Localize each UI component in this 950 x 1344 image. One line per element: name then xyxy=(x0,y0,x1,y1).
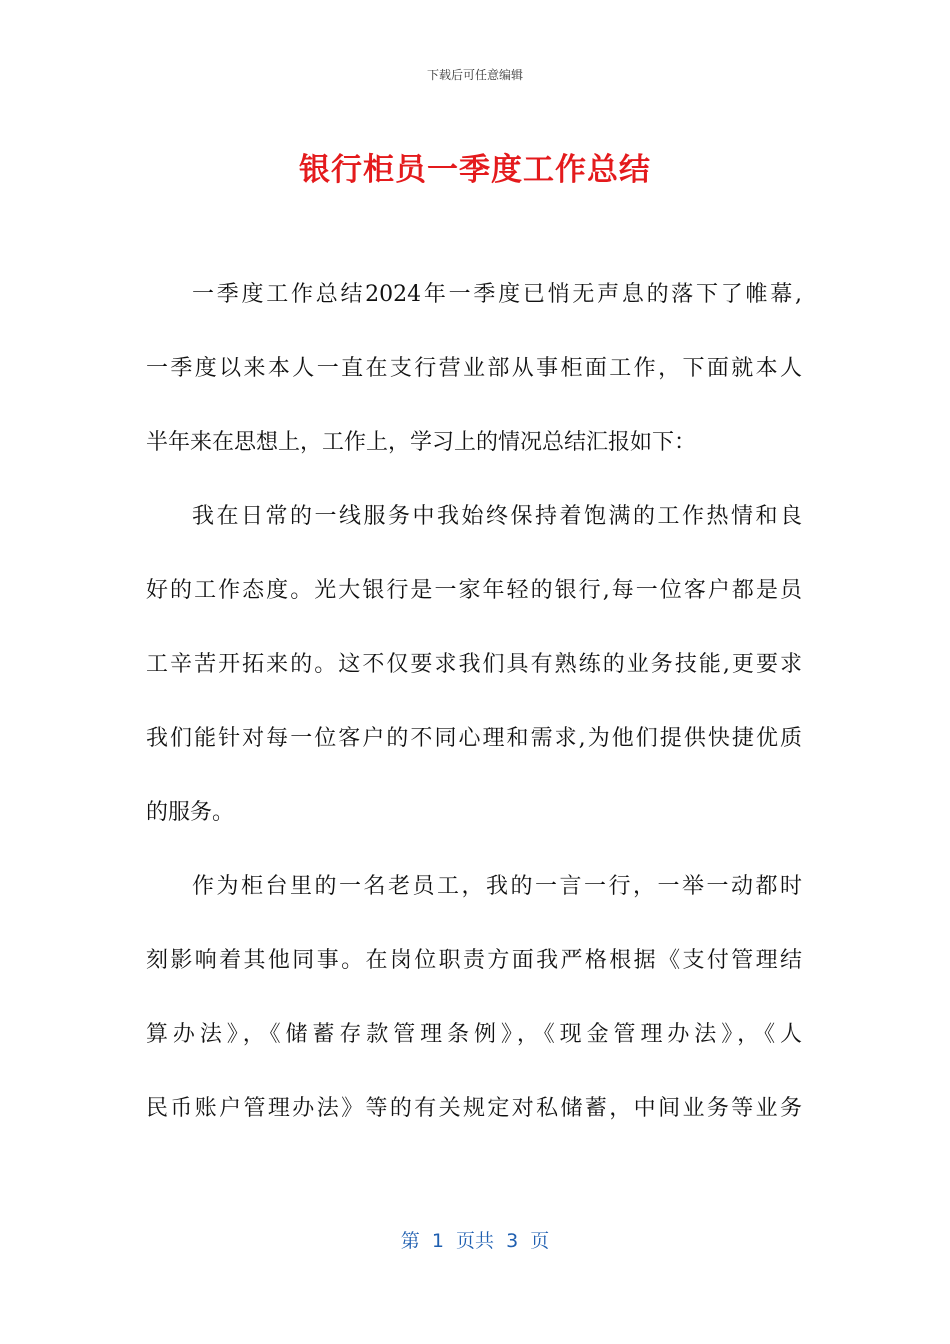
paragraph-1-line-1: 一季度工作总结2024年一季度已悄无声息的落下了帷幕, xyxy=(192,282,802,307)
document-body xyxy=(146,270,802,1158)
paragraph-1-line-3: 半年来在思想上，工作上，学习上的情况总结汇报如下： xyxy=(146,430,697,455)
header-note: 下载后可任意编辑 xyxy=(426,68,523,82)
paragraph-2-line-4: 我们能针对每一位客户的不同心理和需求,为他们提供快捷优质 xyxy=(146,726,802,751)
paragraph-1-line-2: 一季度以来本人一直在支行营业部从事柜面工作，下面就本人 xyxy=(146,356,802,381)
paragraph-3-line-2: 刻影响着其他同事。在岗位职责方面我严格根据《支付管理结 xyxy=(146,948,802,973)
paragraph-2-line-5: 的服务。 xyxy=(146,800,235,825)
document-title: 银行柜员一季度工作总结 xyxy=(299,152,651,188)
paragraph-3-line-1: 作为柜台里的一名老员工，我的一言一行，一举一动都时 xyxy=(192,874,802,899)
paragraph-2-line-3: 工辛苦开拓来的。这不仅要求我们具有熟练的业务技能,更要求 xyxy=(146,652,802,677)
paragraph-3-line-4: 民币账户管理办法》等的有关规定对私储蓄，中间业务等业务 xyxy=(146,1096,802,1121)
paragraph-2-line-2: 好的工作态度。光大银行是一家年轻的银行,每一位客户都是员 xyxy=(146,578,802,603)
paragraph-3-line-3: 算办法》，《储蓄存款管理条例》，《现金管理办法》，《人 xyxy=(146,1022,802,1047)
page-number-footer: 第 1 页共 3 页 xyxy=(400,1230,550,1252)
paragraph-2-line-1: 我在日常的一线服务中我始终保持着饱满的工作热情和良 xyxy=(192,504,802,529)
